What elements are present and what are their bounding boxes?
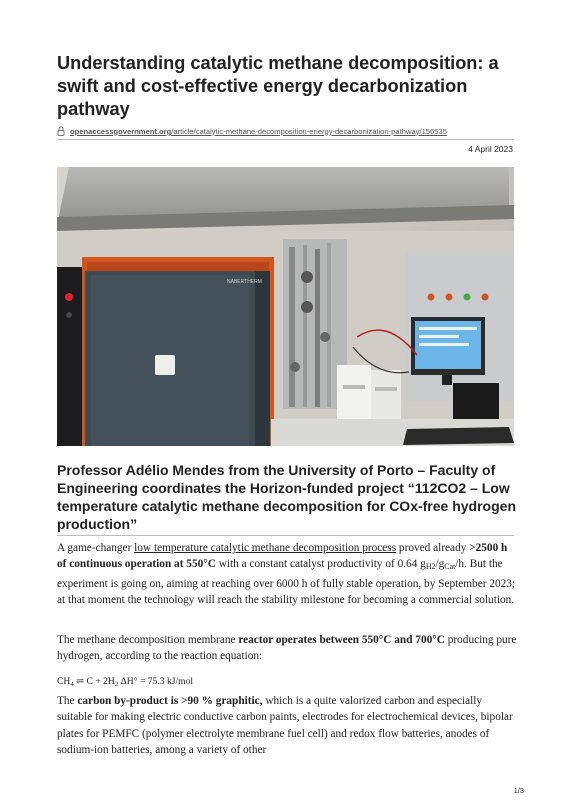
paragraph-1: A game-changer low temperature catalytic methane decomposition process proved already >2500 h of continuous operation at 550°C with a constant catalyst productivity of 0.64 $g_{H2}/g_{Cat}/h$. But the experiment is going on, aiming at reaching over 6000 h of fully stable operation, by September 2023; at that moment the technology will reach the stability milestone for becoming a commercial solution. (57, 542, 516, 607)
source-url (57, 126, 517, 136)
lab-equipment-photo (57, 167, 514, 446)
publish-date: 4 April 2023 (468, 144, 513, 154)
subtitle-divider (57, 535, 514, 536)
page-number: 1/3 (513, 786, 524, 795)
source-link[interactable]: openaccessgovernment.org/article/catalytic-methane-decomposition-energy-decarbonization-pathway/156535 (70, 126, 447, 136)
paragraph-3: The carbon by-product is >90 % graphitic, which is a quite valorized carbon and especially suitable for making electric conductive carbon paints, electrodes for electrochemical devices, bipolar plates for PEMFC (polymer electrolyte membrane fuel cell) and redox flow batteries, anodes of sodium-ion batteries, among a variety of other (57, 695, 513, 757)
header-divider (57, 139, 514, 140)
furnace-brand-label: NABERTHERM (227, 279, 262, 285)
article-title: Understanding catalytic methane decomposition: a swift and cost-effective energy decarbonization pathway (57, 53, 499, 119)
paragraph-2: The methane decomposition membrane reactor operates between 550°C and 700°C producing pure hydrogen, according to the reaction equation: (57, 634, 517, 663)
process-link[interactable]: low temperature catalytic methane decomposition process (134, 542, 397, 554)
article-subtitle: Professor Adélio Mendes from the University of Porto – Faculty of Engineering coordinates the Horizon-funded project “112CO2 – Low temperature catalytic methane decomposition for COx-free hydrogen production” (57, 462, 516, 532)
lock-icon (57, 126, 65, 136)
reaction-equation: $CH_4$ ⇌ $C + 2H_2$ ΔH° = 75.3 kJ/mol (57, 676, 194, 688)
